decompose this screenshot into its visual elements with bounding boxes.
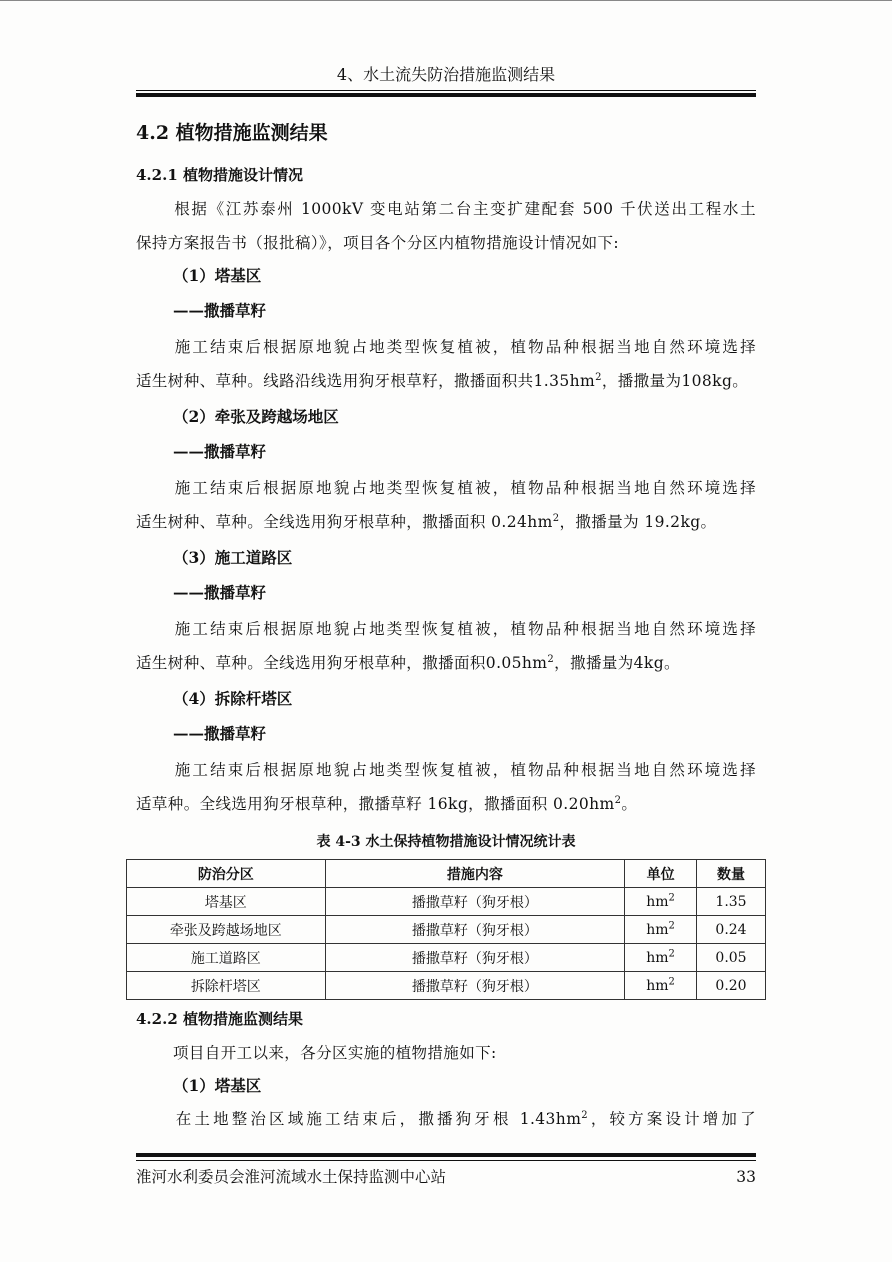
zone-line-2: 适生树种、草种。全线选用狗牙根草种，撒播面积 0.24hm (136, 513, 553, 531)
intro-line-1: 根据《江苏泰州 1000kV 变电站第二台主变扩建配套 500 千伏送出工程水土 (173, 200, 756, 218)
table-header-row (127, 860, 766, 888)
zone-paragraph (136, 759, 756, 815)
subsection-heading-4-2-1: 4.2.1 植物措施设计情况 (136, 166, 303, 184)
cell-unit (625, 944, 697, 972)
superscript: 2 (547, 653, 555, 665)
unit-text: hm (646, 949, 669, 966)
table-row (127, 972, 766, 1000)
column-header: 防治分区 (127, 860, 326, 888)
zone-line-2-end: ，撒播量为 19.2kg。 (559, 513, 717, 531)
zone-paragraph (136, 618, 756, 674)
zone-measure: ——撒播草籽 (173, 583, 267, 602)
intro-line-2: 保持方案报告书（报批稿）》，项目各个分区内植物措施设计情况如下: (136, 234, 620, 252)
zone-line-2-end: ，撒播量为4kg。 (554, 654, 680, 672)
cell-unit (625, 916, 697, 944)
header-rule-thin (136, 90, 756, 91)
cell-quantity: 1.35 (697, 888, 766, 916)
zone-measure: ——撒播草籽 (173, 442, 267, 461)
zone-title: （3）施工道路区 (173, 548, 293, 567)
superscript: 2 (581, 1109, 589, 1121)
zone-line-1: 施工结束后根据原地貌占地类型恢复植被，植物品种根据当地自然环境选择 (173, 338, 756, 356)
column-header: 数量 (697, 860, 766, 888)
page-number: 33 (736, 1168, 756, 1186)
zone-line-2: 适草种。全线选用狗牙根草种，撒播草籽 16kg，撒播面积 0.20hm (136, 795, 615, 813)
superscript: 2 (668, 947, 675, 959)
zone-line-1: 施工结束后根据原地貌占地类型恢复植被，植物品种根据当地自然环境选择 (173, 761, 756, 779)
cell-zone: 塔基区 (127, 888, 326, 916)
zone-measure: ——撒播草籽 (173, 724, 267, 743)
monitoring-line-end: ，较方案设计增加了 (588, 1110, 756, 1128)
zone-title: （4）拆除杆塔区 (173, 689, 293, 708)
zone-line-2: 适生树种、草种。线路沿线选用狗牙根草籽，撒播面积共1.35hm (136, 372, 596, 390)
footer-rule-thin (136, 1160, 756, 1161)
cell-content: 播撒草籽（狗牙根） (325, 972, 624, 1000)
cell-quantity: 0.05 (697, 944, 766, 972)
table-row (127, 944, 766, 972)
cell-zone: 牵张及跨越场地区 (127, 916, 326, 944)
monitoring-line: 在土地整治区域施工结束后，撒播狗牙根 1.43hm (173, 1110, 582, 1128)
column-header: 单位 (625, 860, 697, 888)
unit-text: hm (646, 921, 669, 938)
zone-line-1: 施工结束后根据原地貌占地类型恢复植被，植物品种根据当地自然环境选择 (173, 620, 756, 638)
table-row (127, 916, 766, 944)
zone-line-2-end: ，播撒量为108kg。 (601, 372, 749, 390)
design-statistics-table (126, 859, 766, 1000)
superscript: 2 (668, 975, 675, 987)
unit-text: hm (646, 977, 669, 994)
subsection-heading-4-2-2: 4.2.2 植物措施监测结果 (136, 1010, 303, 1028)
footer-organization: 淮河水利委员会淮河流域水土保持监测中心站 (136, 1168, 447, 1186)
page-top-border (0, 0, 892, 1)
monitoring-intro-text: 项目自开工以来，各分区实施的植物措施如下: (173, 1044, 497, 1062)
running-header: 4、水土流失防治措施监测结果 (336, 65, 556, 84)
column-header: 措施内容 (325, 860, 624, 888)
superscript: 2 (668, 919, 675, 931)
zone-title: （1）塔基区 (173, 266, 262, 285)
superscript: 2 (668, 891, 675, 903)
superscript: 2 (614, 794, 622, 806)
footer-rule-thick (136, 1153, 756, 1157)
monitoring-zone-paragraph (136, 1108, 756, 1130)
zone-title: （2）牵张及跨越场地区 (173, 407, 339, 426)
zone-line-2-end: 。 (621, 795, 638, 813)
cell-content: 播撒草籽（狗牙根） (325, 888, 624, 916)
cell-quantity: 0.20 (697, 972, 766, 1000)
superscript: 2 (552, 512, 560, 524)
zone-line-1: 施工结束后根据原地貌占地类型恢复植被，植物品种根据当地自然环境选择 (173, 479, 756, 497)
cell-unit (625, 972, 697, 1000)
zone-measure: ——撒播草籽 (173, 301, 267, 320)
cell-content: 播撒草籽（狗牙根） (325, 944, 624, 972)
cell-unit (625, 888, 697, 916)
intro-paragraph (136, 198, 756, 254)
cell-quantity: 0.24 (697, 916, 766, 944)
zone-title: （1）塔基区 (173, 1076, 262, 1095)
header-rule-thick (136, 93, 756, 97)
zone-paragraph (136, 336, 756, 392)
zone-paragraph (136, 477, 756, 533)
cell-zone: 拆除杆塔区 (127, 972, 326, 1000)
zone-line-2: 适生树种、草种。全线选用狗牙根草种，撒播面积0.05hm (136, 654, 548, 672)
table-caption: 表 4-3 水土保持植物措施设计情况统计表 (316, 834, 576, 850)
superscript: 2 (595, 371, 602, 383)
cell-content: 播撒草籽（狗牙根） (325, 916, 624, 944)
table-row (127, 888, 766, 916)
unit-text: hm (646, 893, 669, 910)
section-heading: 4.2 植物措施监测结果 (136, 122, 328, 144)
cell-zone: 施工道路区 (127, 944, 326, 972)
monitoring-intro (136, 1042, 756, 1064)
